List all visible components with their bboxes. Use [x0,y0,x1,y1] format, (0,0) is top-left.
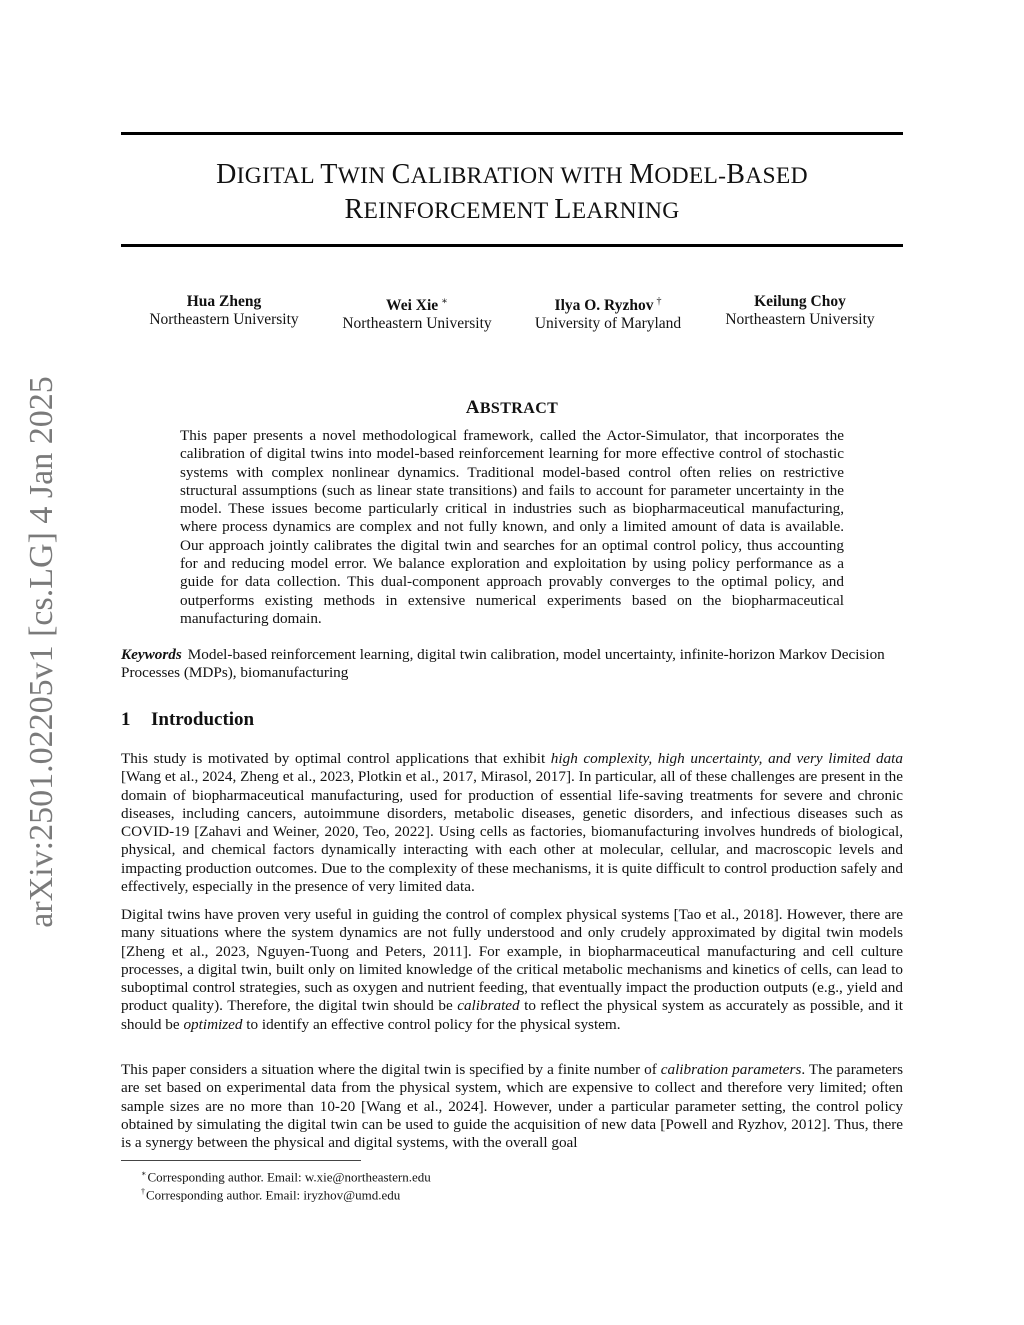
section-number: 1 [121,709,131,730]
paper-title [121,158,903,228]
title-bottom-rule [121,244,903,247]
body-paragraph-2: Digital twins have proven very useful in guiding the control of complex physical systems [Tao et al., 2018]. However, there are many situations where the system dynamics are not fully understood and only crudely approximated by digital twin models [Zheng et al., 2023, Nguyen-Tuong and Peters, 2011]. For example, in biopharmaceutical manufacturing and cell culture processes, a digital twin, built only on limited knowledge of the critical metabolic mechanisms and kinetics of cells, can lead to suboptimal control strategies, such as oxygen and nutrient feeding, that eventually impact the production outputs (e.g., yield and product quality). Therefore, the digital twin should be calibrated to reflect the physical system as accurately as possible, and it should be optimized to identify an effective control policy for the physical system. [121,906,903,1033]
section-heading-introduction [121,709,903,731]
author-block [710,293,890,329]
author-affiliation: Northeastern University [725,311,875,328]
author-name: Keilung Choy [754,293,846,310]
footnote-marker: ∗ [141,1169,147,1178]
author-block [134,293,314,329]
title-line-2: REINFORCEMENT LEARNING [344,194,680,225]
author-list [0,293,1024,337]
footnote-1: ∗Corresponding author. Email: w.xie@northeastern.edu [141,1169,431,1185]
author-name: Hua Zheng [186,293,262,310]
author-block [518,293,698,333]
author-affiliation: University of Maryland [534,315,682,333]
keywords [121,646,903,683]
author-affiliation: Northeastern University [149,311,299,328]
emphasis: calibrated [457,997,520,1015]
arxiv-identifier-stamp: arXiv:2501.02205v1 [cs.LG] 4 Jan 2025 [23,376,60,928]
author-name: Wei Xie ∗ [386,296,448,315]
title-top-rule [121,132,903,135]
keywords-text: Model-based reinforcement learning, digital twin calibration, model uncertainty, infinite-horizon Markov Decision Processes (MDPs), biomanufacturing [121,646,885,682]
author-name: Ilya O. Ryzhov † [554,296,662,315]
emphasis: optimized [183,1015,243,1033]
abstract-text: This paper presents a novel methodological framework, called the Actor-Simulator, that incorporates the calibration of digital twins into model-based reinforcement learning for more effective control of stochastic systems with complex nonlinear dynamics. Traditional model-based control often relies on restrictive structural assumptions (such as linear state transitions) and fails to account for parameter uncertainty in the model. These issues become particularly critical in industries such as biopharmaceutical manufacturing, where process dynamics are complex and not fully known, and only a limited amount of data is available. Our approach jointly calibrates the digital twin and searches for an optimal control policy, thus accounting for and reducing model error. We balance exploration and exploitation by using policy performance as a guide for data collection. This dual-component approach provably converges to the optimal policy, and outperforms existing methods in extensive numerical experiments based on the biopharmaceutical manufacturing domain. [180,427,844,627]
author-affiliation: Northeastern University [342,315,492,333]
abstract-heading: ABSTRACT [465,397,559,418]
footnote-marker: ∗ [441,296,448,307]
section-title: Introduction [151,709,255,730]
keywords-label: Keywords [121,646,182,663]
body-paragraph-1: This study is motivated by optimal control applications that exhibit high complexity, high uncertainty, and very limited data [Wang et al., 2024, Zheng et al., 2023, Plotkin et al., 2017, Mirasol, 2017]. In particular, all of these challenges are present in the domain of biopharmaceutical manufacturing, used for production of essential life-saving treatments for severe and chronic diseases, including cancers, autoimmune disorders, metabolic diseases, genetic disorders, and infectious diseases such as COVID-19 [Zahavi and Weiner, 2020, Teo, 2022]. Using cells as factories, biomanufacturing involves hundreds of biological, physical, and chemical factors dynamically interacting with each other at molecular, cellular, and macroscopic levels and impacting production outcomes. Due to the complexity of these mechanisms, it is quite difficult to control production safely and effectively, especially in the presence of very limited data. [121,750,903,896]
footnote-marker: † [656,296,662,307]
author-block [327,293,507,333]
footnote-rule [121,1160,361,1161]
title-line-1: DIGITAL TWIN CALIBRATION WITH MODEL-BASED [216,159,808,190]
emphasis: high complexity, high uncertainty, and very limited data [550,750,903,767]
emphasis: calibration parameters [660,1061,802,1078]
body-paragraph-3: This paper considers a situation where the digital twin is specified by a finite number of calibration parameters. The parameters are set based on experimental data from the physical system, which are expensive to collect and therefore very limited; often sample sizes are no more than 10-20 [Wang et al., 2024]. However, under a particular parameter setting, the control policy obtained by simulating the digital twin can be used to guide the acquisition of new data [Powell and Ryzhov, 2012]. Thus, there is a synergy between the physical and digital systems, with the overall goal [121,1061,904,1152]
footnote-marker: † [141,1187,145,1196]
footnote-2: †Corresponding author. Email: iryzhov@umd.edu [141,1187,401,1203]
